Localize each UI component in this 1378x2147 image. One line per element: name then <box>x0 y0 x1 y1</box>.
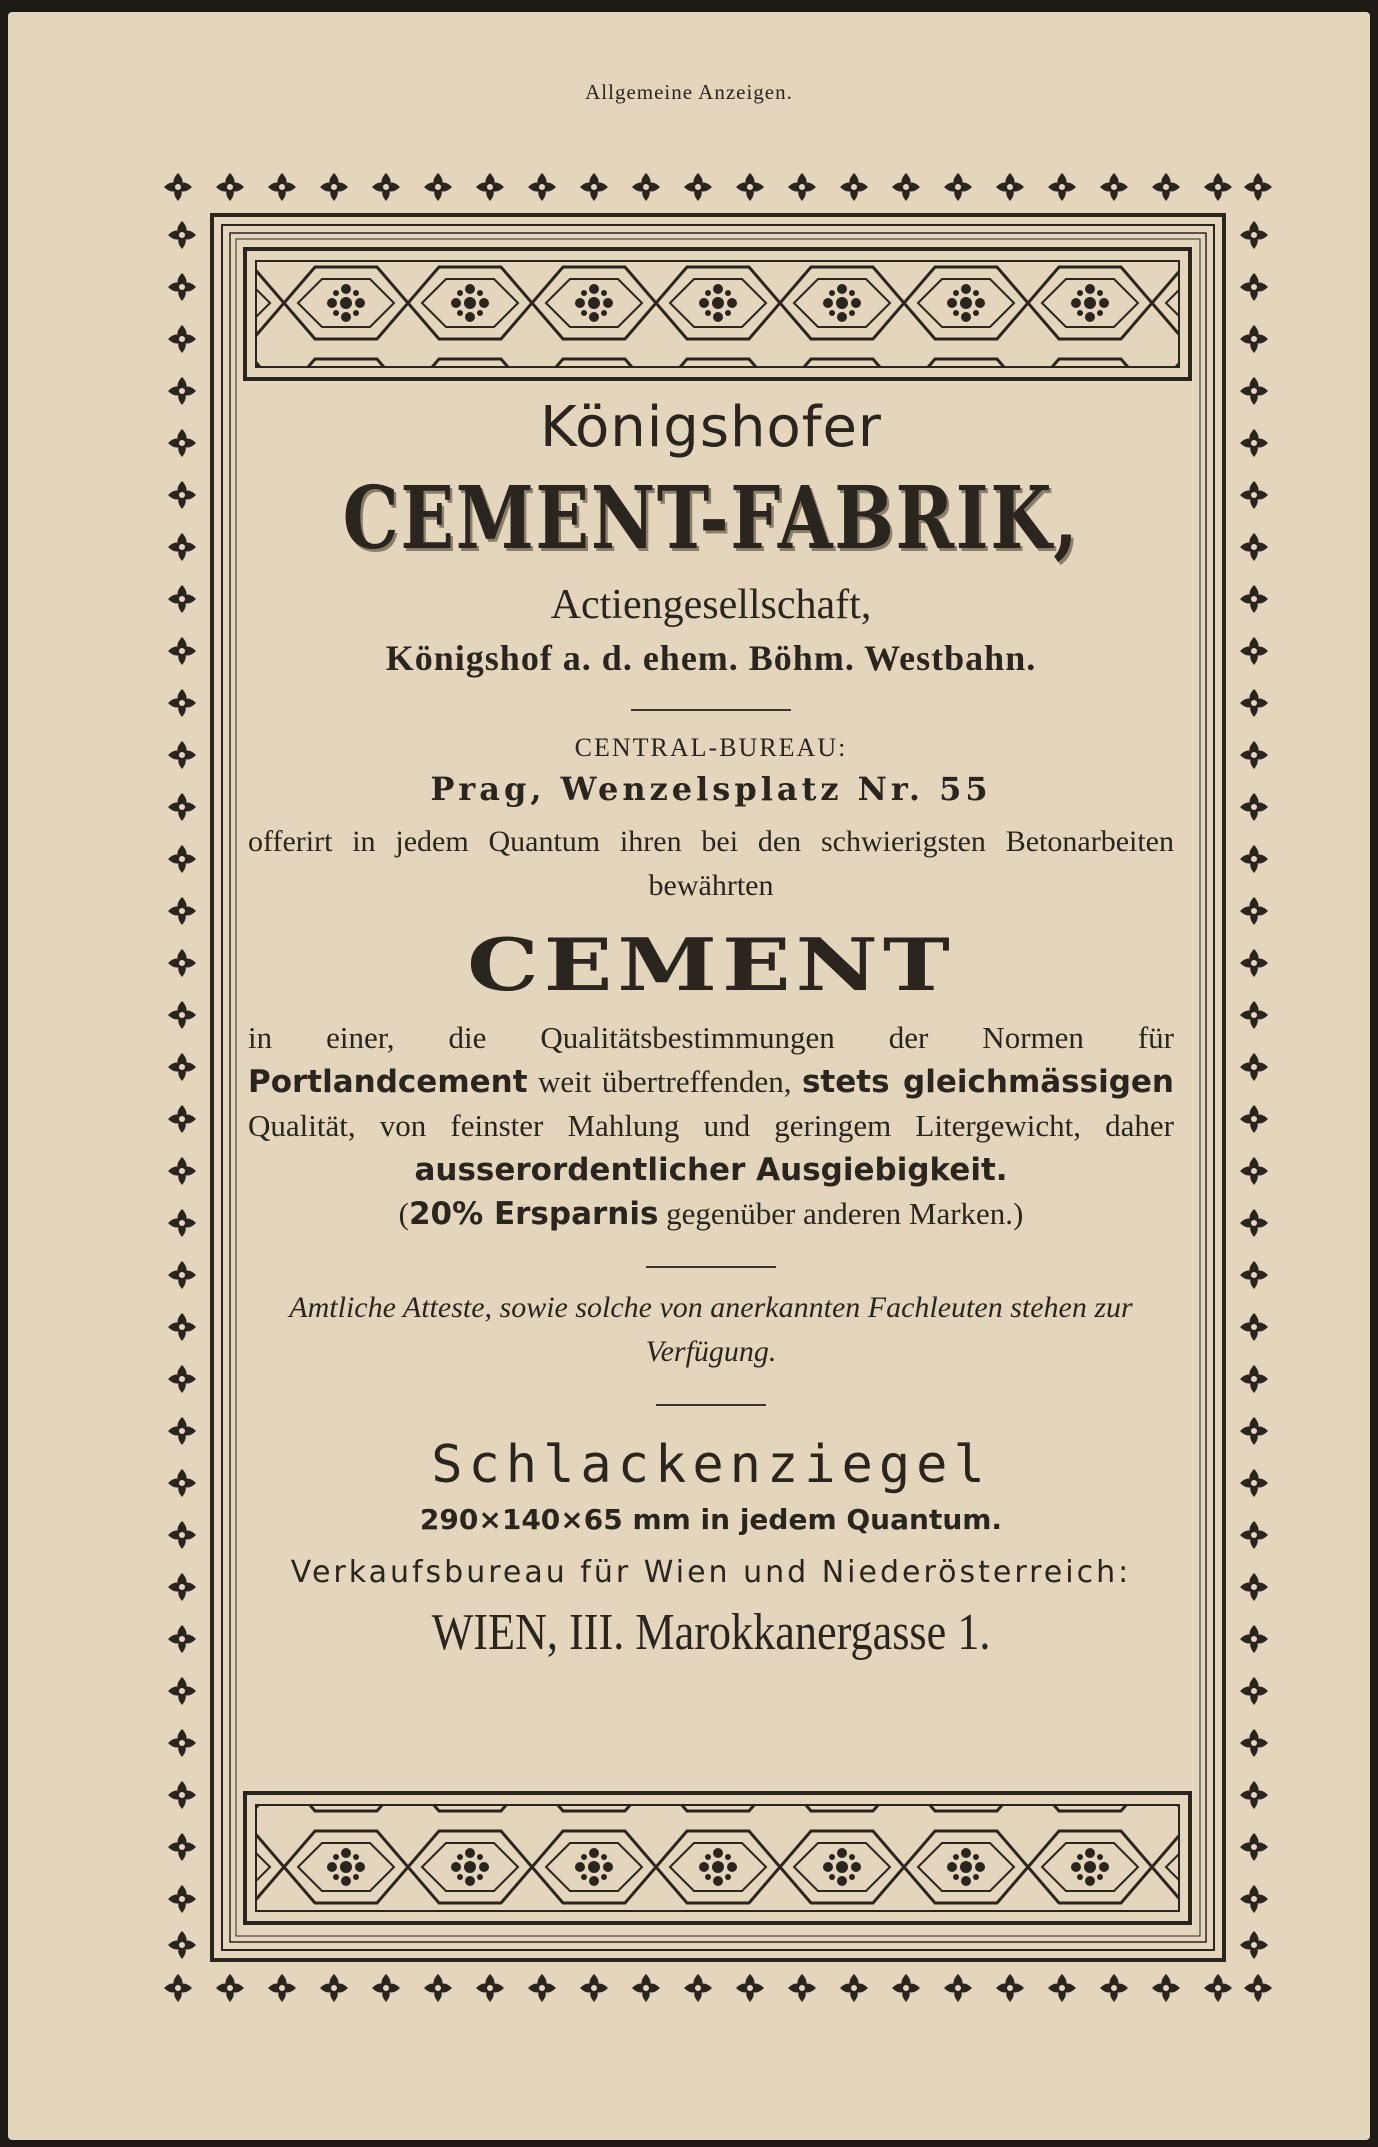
divider-rule <box>646 1266 776 1268</box>
sales-office-label: Verkaufsbureau für Wien und Niederösterreich: <box>290 1555 1132 1591</box>
savings-bold: 20% Ersparnis <box>408 1196 659 1233</box>
company-location: Königshof a. d. ehem. Böhm. Westbahn. <box>385 637 1037 678</box>
savings-text: gegenüber anderen Marken.) <box>666 1196 1024 1232</box>
firm-name: Königshofer <box>540 395 882 460</box>
running-head: Allgemeine Anzeigen. <box>585 80 793 104</box>
ad-title: CEMENT-FABRIK, <box>342 468 1080 570</box>
attest-text: Amtliche Atteste, sowie solche von anerkannten Fachleuten stehen zur Verfügung. <box>289 1291 1133 1369</box>
quality-bold-2: stets gleichmässigen <box>801 1064 1174 1101</box>
divider-rule <box>656 1404 766 1406</box>
product-name: CEMENT <box>467 921 955 1007</box>
central-bureau-address: Prag, Wenzelsplatz Nr. 55 <box>430 769 992 808</box>
company-type: Actiengesellschaft, <box>550 582 872 629</box>
quality-text-3: Qualität, von feinster Mahlung und geringem Litergewicht, daher <box>248 1108 1174 1144</box>
central-bureau-label: CENTRAL-BUREAU: <box>574 732 848 762</box>
slag-brick-heading: Schlackenziegel <box>431 1435 991 1496</box>
quality-bold-3: ausserordentlicher Ausgiebigkeit. <box>414 1152 1008 1189</box>
quality-paragraph <box>248 1016 1174 1236</box>
quality-bold-1: Portlandcement <box>248 1064 528 1101</box>
savings-open: ( <box>398 1196 409 1232</box>
advertisement <box>240 396 1182 1663</box>
sales-office-address: WIEN, III. Marokkanergasse 1. <box>431 1603 991 1661</box>
quality-intro: in einer, die Qualitätsbestimmungen der Normen für <box>248 1020 1174 1056</box>
offer-text: offerirt in jedem Quantum ihren bei den schwierigsten Betonarbeiten bewährten <box>248 824 1174 902</box>
divider-rule <box>631 709 791 711</box>
quality-text-2: weit übertreffenden, <box>538 1064 792 1100</box>
slag-brick-dimensions: 290×140×65 mm in jedem Quantum. <box>419 1503 1003 1537</box>
